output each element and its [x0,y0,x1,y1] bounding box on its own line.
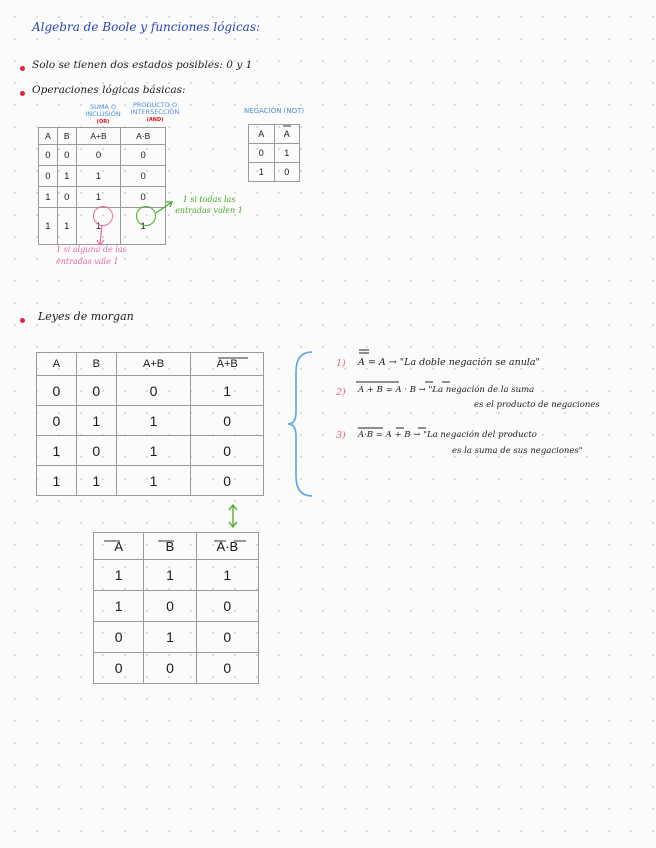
bullet-operations: Operaciones lógicas básicas: [32,84,186,96]
table-not [248,124,300,182]
page-title: Algebra de Boole y funciones lógicas: [32,20,261,34]
rule-text: "La negación de la suma [428,385,535,395]
table-header: B [57,128,76,145]
table-row [94,591,259,622]
table-cell: 0 [191,406,264,436]
bullet-states: Solo se tienen dos estados posibles: 0 y 1 [32,59,253,71]
table-cell: 1 [116,466,191,496]
rule-number: 2) [336,387,346,398]
table-cell: 0 [191,466,264,496]
table-cell: 1 [116,406,191,436]
table-cell: 1 [76,466,116,496]
table-header-row [249,125,300,144]
table-row [249,144,300,163]
table-row [37,376,264,406]
table-row [249,163,300,182]
table-cell: 1 [37,436,77,466]
rule-text: "La doble negación se anula" [399,357,540,368]
table-cell: 0 [249,144,275,163]
rule-lhs: A·B [358,430,374,440]
table-cell: 1 [39,208,58,245]
table-cell: 1 [144,560,196,591]
table-cell: 0 [191,436,264,466]
label-negacion: NEGACIÓN (NOT) [244,107,305,115]
table-cell: 0 [144,591,196,622]
rule-2 [358,385,534,395]
table-header-row [37,353,264,376]
table-header: A+B [191,353,264,376]
table-cell: 0 [57,187,76,208]
rule-lhs: A [358,357,365,368]
table-cell: 0 [37,406,77,436]
rule-lhs: A + B [358,385,383,395]
table-header: A [37,353,77,376]
table-header: A [94,533,144,560]
table-morgan [36,352,264,496]
table-cell: 0 [196,591,258,622]
table-cell: 0 [94,622,144,653]
table-cell: 0 [274,163,300,182]
table-cell: 0 [39,145,58,166]
table-header: A [249,125,275,144]
table-cell: 0 [94,653,144,684]
table-cell: 1 [57,166,76,187]
rule-1 [358,357,540,368]
rule-eq: = A · B → [385,385,426,395]
table-row [94,622,259,653]
table-cell: 1 [121,208,166,245]
table-cell: 0 [144,653,196,684]
bullet-dot [20,318,25,323]
table-cell: 1 [37,466,77,496]
rule-text: "La negación del producto [423,430,537,440]
table-cell: 0 [76,436,116,466]
table-cell: 0 [196,653,258,684]
and-note: 1 si todas las entradas valen 1 [175,195,243,215]
table-cell: 0 [116,376,191,406]
table-row [37,436,264,466]
rule-2-line2: es el producto de negaciones [474,400,600,410]
table-row [37,466,264,496]
table-row [94,560,259,591]
table-header: A·B [196,533,258,560]
rule-eq: = A + B → [375,430,421,440]
rule-3-line2: es la suma de sus negaciones" [452,446,583,456]
table-cell: 1 [274,144,300,163]
table-cell: 0 [76,145,121,166]
table-cell: 0 [76,376,116,406]
table-cell: 0 [196,622,258,653]
rule-number: 1) [336,358,346,369]
table-header: A [274,125,300,144]
or-note: 1 si alguna de las entradas vale 1 [56,245,127,266]
table-cell: 0 [121,166,166,187]
table-cell: 0 [121,187,166,208]
table-cell: 0 [57,145,76,166]
table-cell: 1 [94,591,144,622]
table-cell: 1 [116,436,191,466]
table-header-row [94,533,259,560]
table-header: A [39,128,58,145]
table-cell: 1 [94,560,144,591]
table-cell: 1 [191,376,264,406]
table-cell: 1 [76,208,121,245]
label-suma: SUMA O INCLUSIÓN (OR) [85,103,121,125]
table-row [94,653,259,684]
table-cell: 1 [39,187,58,208]
table-morgan-negated [93,532,259,684]
table-cell: 1 [76,406,116,436]
bullet-morgan: Leyes de morgan [38,310,134,323]
table-cell: 0 [37,376,77,406]
table-cell: 1 [196,560,258,591]
table-header: B [76,353,116,376]
table-header: A+B [76,128,121,145]
table-header: B [144,533,196,560]
rule-number: 3) [336,430,346,441]
table-row [37,406,264,436]
rule-3 [358,430,537,440]
table-cell: 1 [249,163,275,182]
table-cell: 0 [39,166,58,187]
table-cell: 1 [76,187,121,208]
table-header: A+B [116,353,191,376]
table-cell: 1 [76,166,121,187]
table-header: A·B [121,128,166,145]
table-cell: 1 [57,208,76,245]
rule-eq: = A → [367,357,397,368]
label-producto: PRODUCTO O INTERSECCIÓN (AND) [130,101,180,123]
table-cell: 0 [121,145,166,166]
table-cell: 1 [144,622,196,653]
